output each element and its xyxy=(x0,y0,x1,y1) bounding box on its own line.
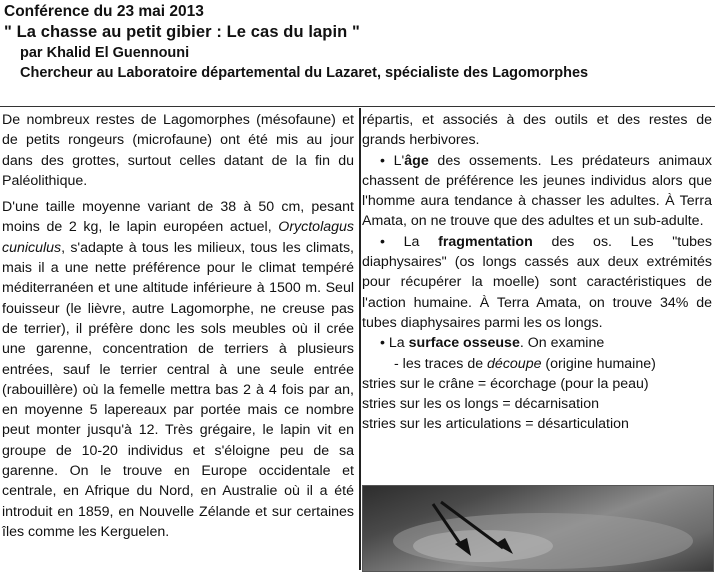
p2-text-b: , s'adapte à tous les milieux, tous les climats, mais il a une nette préférence pour le climat tempéré méditerranéen et une altitude inférieure à 1500 m. Seul fouisseur (le lièvre, autre Lagomorphe, ne creuse pas de terrier), il préfère donc les sols meubles où il crée une garenne, concentration de terriers à plusieurs entrées, sauf le terrier central à une seule entrée (rabouillère) où la femelle mettra bas 2 à 4 fois par an, en moyenne 5 lapereaux par portée mais ce nombre peut monter jusqu'à 12. Très grégaire, le lapin vit en groupe de 10-20 individus et s'éloigne peu de sa garenne. On le trouve en Europe occidentale et centrale, en Afrique du Nord, en Australie où il a été introduit en 1859, en Nouvelle Zélande et sur certaines îles comme les Kerguelen. xyxy=(2,239,354,540)
article-header xyxy=(4,2,709,83)
traces-line xyxy=(362,354,712,374)
traces-text-b: (origine humaine) xyxy=(541,355,656,372)
bullet-age-term: âge xyxy=(404,152,429,169)
right-column xyxy=(362,110,712,435)
article-title: " La chasse au petit gibier : Le cas du lapin " xyxy=(4,23,360,41)
traces-text-a: - les traces de xyxy=(394,355,488,372)
bullet-surface-term: surface osseuse xyxy=(408,335,520,352)
left-paragraph-2 xyxy=(2,197,354,542)
bullet-frag-lead: • La xyxy=(380,233,439,250)
author-affiliation: Chercheur au Laboratoire départemental du Lazaret, spécialiste des Lagomorphes xyxy=(20,65,589,81)
left-column xyxy=(2,110,354,542)
header-rule xyxy=(0,106,715,107)
bullet-surface xyxy=(362,333,712,353)
bone-photo xyxy=(362,485,714,572)
p2-text-a: D'une taille moyenne variant de 38 à 50 cm, pesant moins de 2 kg, le lapin européen actuel, xyxy=(2,199,354,236)
right-intro: répartis, et associés à des outils et des restes de grands herbivores. xyxy=(362,112,712,149)
left-paragraph-1: De nombreux restes de Lagomorphes (mésofaune) et de petits rongeurs (microfaune) ont été mis au jour dans des grottes, surtout celles datant de la fin du Paléolithique. xyxy=(2,112,354,189)
line-os: stries sur les os longs = décarnisation xyxy=(362,396,599,413)
bullet-surface-text: . On examine xyxy=(519,335,605,352)
bullet-surface-lead: • La xyxy=(380,335,409,352)
conference-date: Conférence du 23 mai 2013 xyxy=(4,3,204,20)
bullet-frag-term: fragmentation xyxy=(438,233,533,250)
bullet-age-lead: • L' xyxy=(380,152,405,169)
line-articulations: stries sur les articulations = désarticulation xyxy=(362,416,629,433)
column-divider xyxy=(359,108,361,570)
line-crane: stries sur le crâne = écorchage (pour la peau) xyxy=(362,375,649,392)
species-name: Oryctolagus cuniculus xyxy=(2,219,354,256)
author-line: par Khalid El Guennouni xyxy=(20,45,190,61)
bullet-frag-text: des os. Les "tubes diaphysaires" (os longs cassés aux deux extrémités pour récupérer la moelle) sont caractéristiques de l'action humaine. À Terra Amata, on trouve 34% de tubes diaphysaires parmi les os longs. xyxy=(362,233,713,331)
bullet-age xyxy=(362,151,712,232)
bone-photo-drawing xyxy=(363,486,713,571)
traces-term: découpe xyxy=(487,355,542,372)
bullet-age-text: des ossements. Les prédateurs animaux chassent de préférence les jeunes individus alors que l'homme aura tendance à chasser les adultes. À Terra Amata, on ne trouve que des adultes et un sub-adulte. xyxy=(362,152,712,230)
bullet-fragmentation xyxy=(362,232,712,333)
